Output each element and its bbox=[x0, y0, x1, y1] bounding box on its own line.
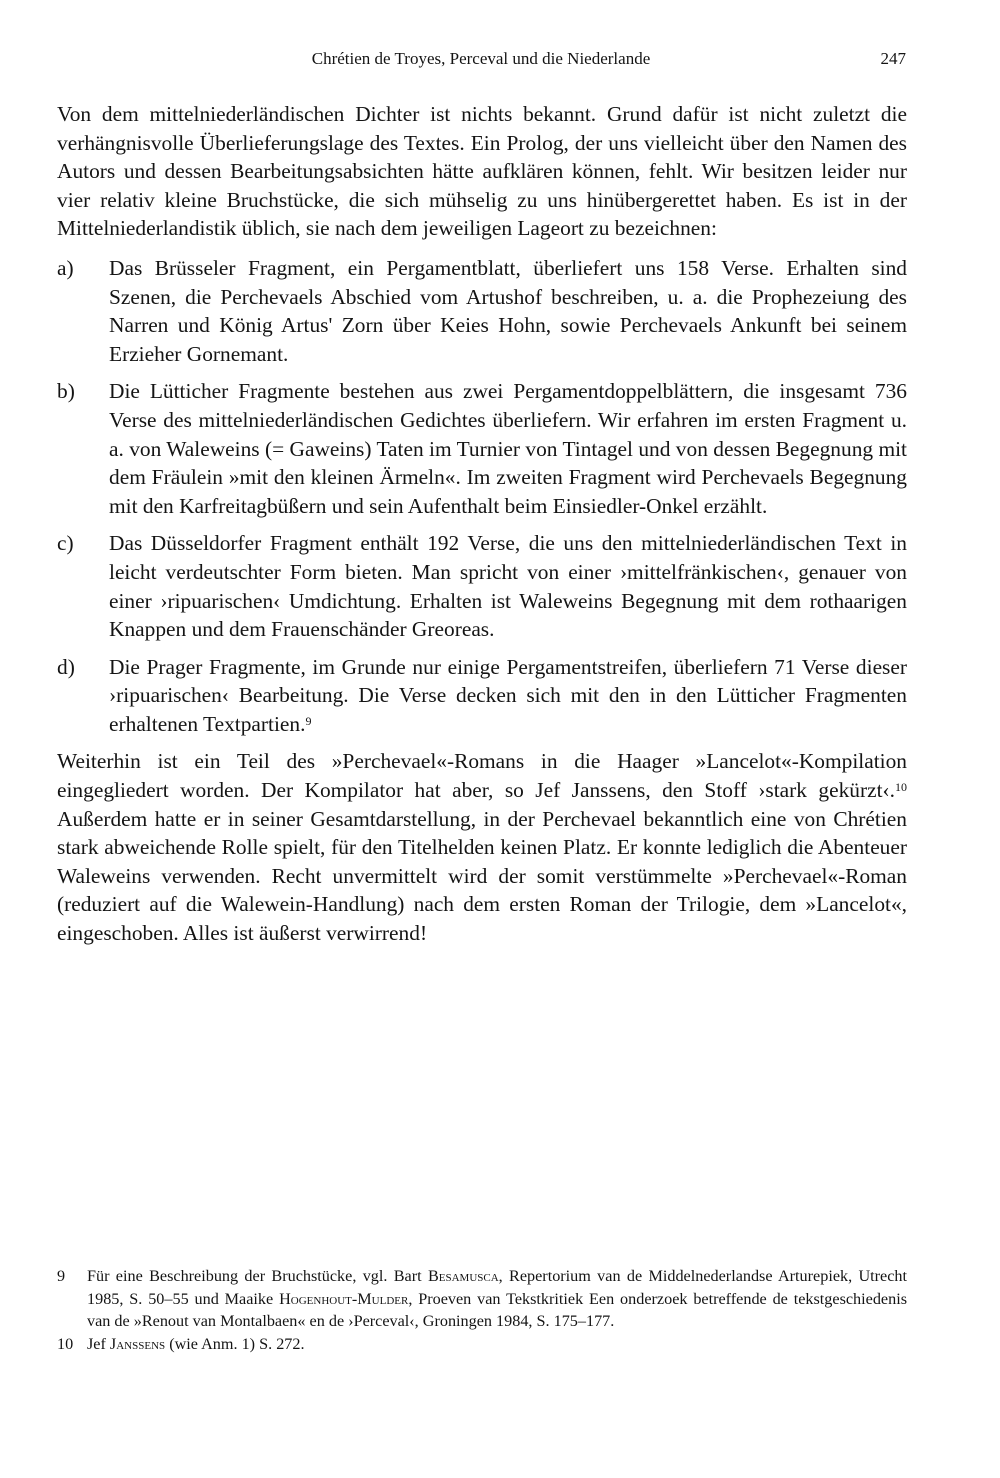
footnote-text bbox=[87, 1267, 907, 1330]
intro-paragraph: Von dem mittelniederländischen Dichter ist nichts bekannt. Grund dafür ist nicht zuletzt die verhängnisvolle Überlieferungslage des Textes. Ein Prolog, der uns vielleicht über den Namen des Autors und dessen Bearbeitungsabsichten hätte aufklären können, fehlt. Wir besitzen leider nur vier relativ kleine Bruchstücke, die sich mühselig zu uns hinübergerettet haben. Es ist in der Mittelniederlandistik üblich, sie nach dem jeweiligen Lageort zu bezeichnen: bbox=[57, 102, 907, 241]
footnote-text bbox=[87, 1335, 305, 1353]
footnote-text-segment: Für eine Beschreibung der Bruchstücke, vgl. Bart bbox=[87, 1267, 428, 1285]
list-item-text: Das Düsseldorfer Fragment enthält 192 Verse, die uns den mittelniederländischen Text in leicht verdeutschter Form bieten. Man spricht von einer ›mittelfränkischen‹, genauer von einer ›ripuarischen‹ Umdichtung. Erhalten ist Waleweins Begegnung mit dem rothaarigen Knappen und dem Frauenschänder Greoreas. bbox=[109, 531, 907, 642]
footnote bbox=[57, 1265, 907, 1333]
running-title: Chrétien de Troyes, Perceval und die Niederlande bbox=[311, 49, 651, 68]
footnotes bbox=[57, 1265, 907, 1355]
main-text bbox=[57, 100, 907, 948]
list-item bbox=[57, 377, 907, 520]
list-item-text bbox=[109, 653, 907, 739]
footnote-reference[interactable]: 9 bbox=[305, 713, 312, 728]
footnote-number: 9 bbox=[57, 1267, 66, 1285]
list-item bbox=[57, 254, 907, 368]
footnote-number: 10 bbox=[57, 1334, 74, 1353]
footnote bbox=[57, 1333, 907, 1356]
footnote-text-segment: , Proeven van Tekstkritiek Een onderzoek betreffende de tekstgeschiedenis van de »Renout van Montalbaen« en de ›Perceval‹, Groningen 1984, S. 175–177. bbox=[87, 1289, 908, 1330]
list-item bbox=[57, 653, 907, 739]
list-item-text: Das Brüsseler Fragment, ein Pergamentblatt, überliefert uns 158 Verse. Erhalten sind Szenen, die Perchevaels Abschied vom Artushof beschreiben, u. a. die Prophezeiung des Narren und König Artus' Zorn über Keies Hohn, sowie Perchevaels Ankunft bei seinem Erzieher Gornemant. bbox=[109, 255, 907, 366]
list-item-marker: b) bbox=[57, 379, 75, 404]
footnote-text-segment: , Repertorium van de Middelnederlandse Arturepiek, Utrecht 1985, S. 50–55 und Maaike bbox=[87, 1267, 908, 1308]
footnote-text-segment: Jef bbox=[87, 1334, 110, 1353]
list-item-text: Die Lütticher Fragmente bestehen aus zwei Pergamentdoppelblättern, die insgesamt 736 Verse des mittelniederländischen Gedichtes überliefern. Wir erfahren im ersten Fragment u. a. von Waleweins (= Gaweins) Taten im Turnier von Tintagel und von dessen Begegnung mit dem Fräulein »mit den kleinen Ärmeln«. Im zweiten Fragment wird Perchevaels Begegnung mit den Karfreitagbüßern und sein Aufenthalt beim Einsiedler-Onkel erzählt. bbox=[109, 379, 907, 518]
closing-text-part-2: Außerdem hatte er in seiner Gesamtdarstellung, in der Perchevael bekanntlich eine von Chrétien stark abweichende Rolle spielt, für den Titelhelden keinen Platz. Er konnte lediglich die Abenteuer Waleweins verwenden. Recht unvermittelt wird der somit verstümmelte »Perchevael«-Roman (reduziert auf die Walewein-Handlung) nach dem ersten Roman der Trilogie, dem »Lancelot«, eingeschoben. Alles ist äußerst verwirrend! bbox=[57, 806, 907, 946]
fragment-list bbox=[57, 254, 907, 739]
list-item-marker: a) bbox=[57, 255, 74, 280]
author-name: Hogenhout-Mulder bbox=[279, 1289, 409, 1308]
author-name: Besamusca bbox=[427, 1267, 499, 1285]
closing-paragraph bbox=[57, 747, 907, 947]
list-item-text-body: Die Prager Fragmente, im Grunde nur einige Pergamentstreifen, überliefern 71 Verse dieser ›ripuarischen‹ Bearbeitung. Die Verse decken sich mit den in den Lütticher Fragmenten erhaltenen Textpartien. bbox=[109, 654, 907, 736]
list-item-marker: c) bbox=[57, 531, 74, 556]
footnote-text-segment: (wie Anm. 1) S. 272. bbox=[165, 1334, 305, 1353]
author-name: Janssens bbox=[109, 1334, 166, 1353]
list-item-marker: d) bbox=[57, 654, 75, 679]
footnote-reference[interactable]: 10 bbox=[895, 780, 907, 795]
list-item bbox=[57, 529, 907, 643]
page-number: 247 bbox=[880, 49, 906, 68]
running-header bbox=[56, 46, 906, 72]
closing-text-part-1: Weiterhin ist ein Teil des »Perchevael«-Romans in die Haager »Lancelot«-Kompilation eingegliedert worden. Der Kompilator hat aber, so Jef Janssens, den Stoff ›stark gekürzt‹. bbox=[57, 749, 907, 803]
